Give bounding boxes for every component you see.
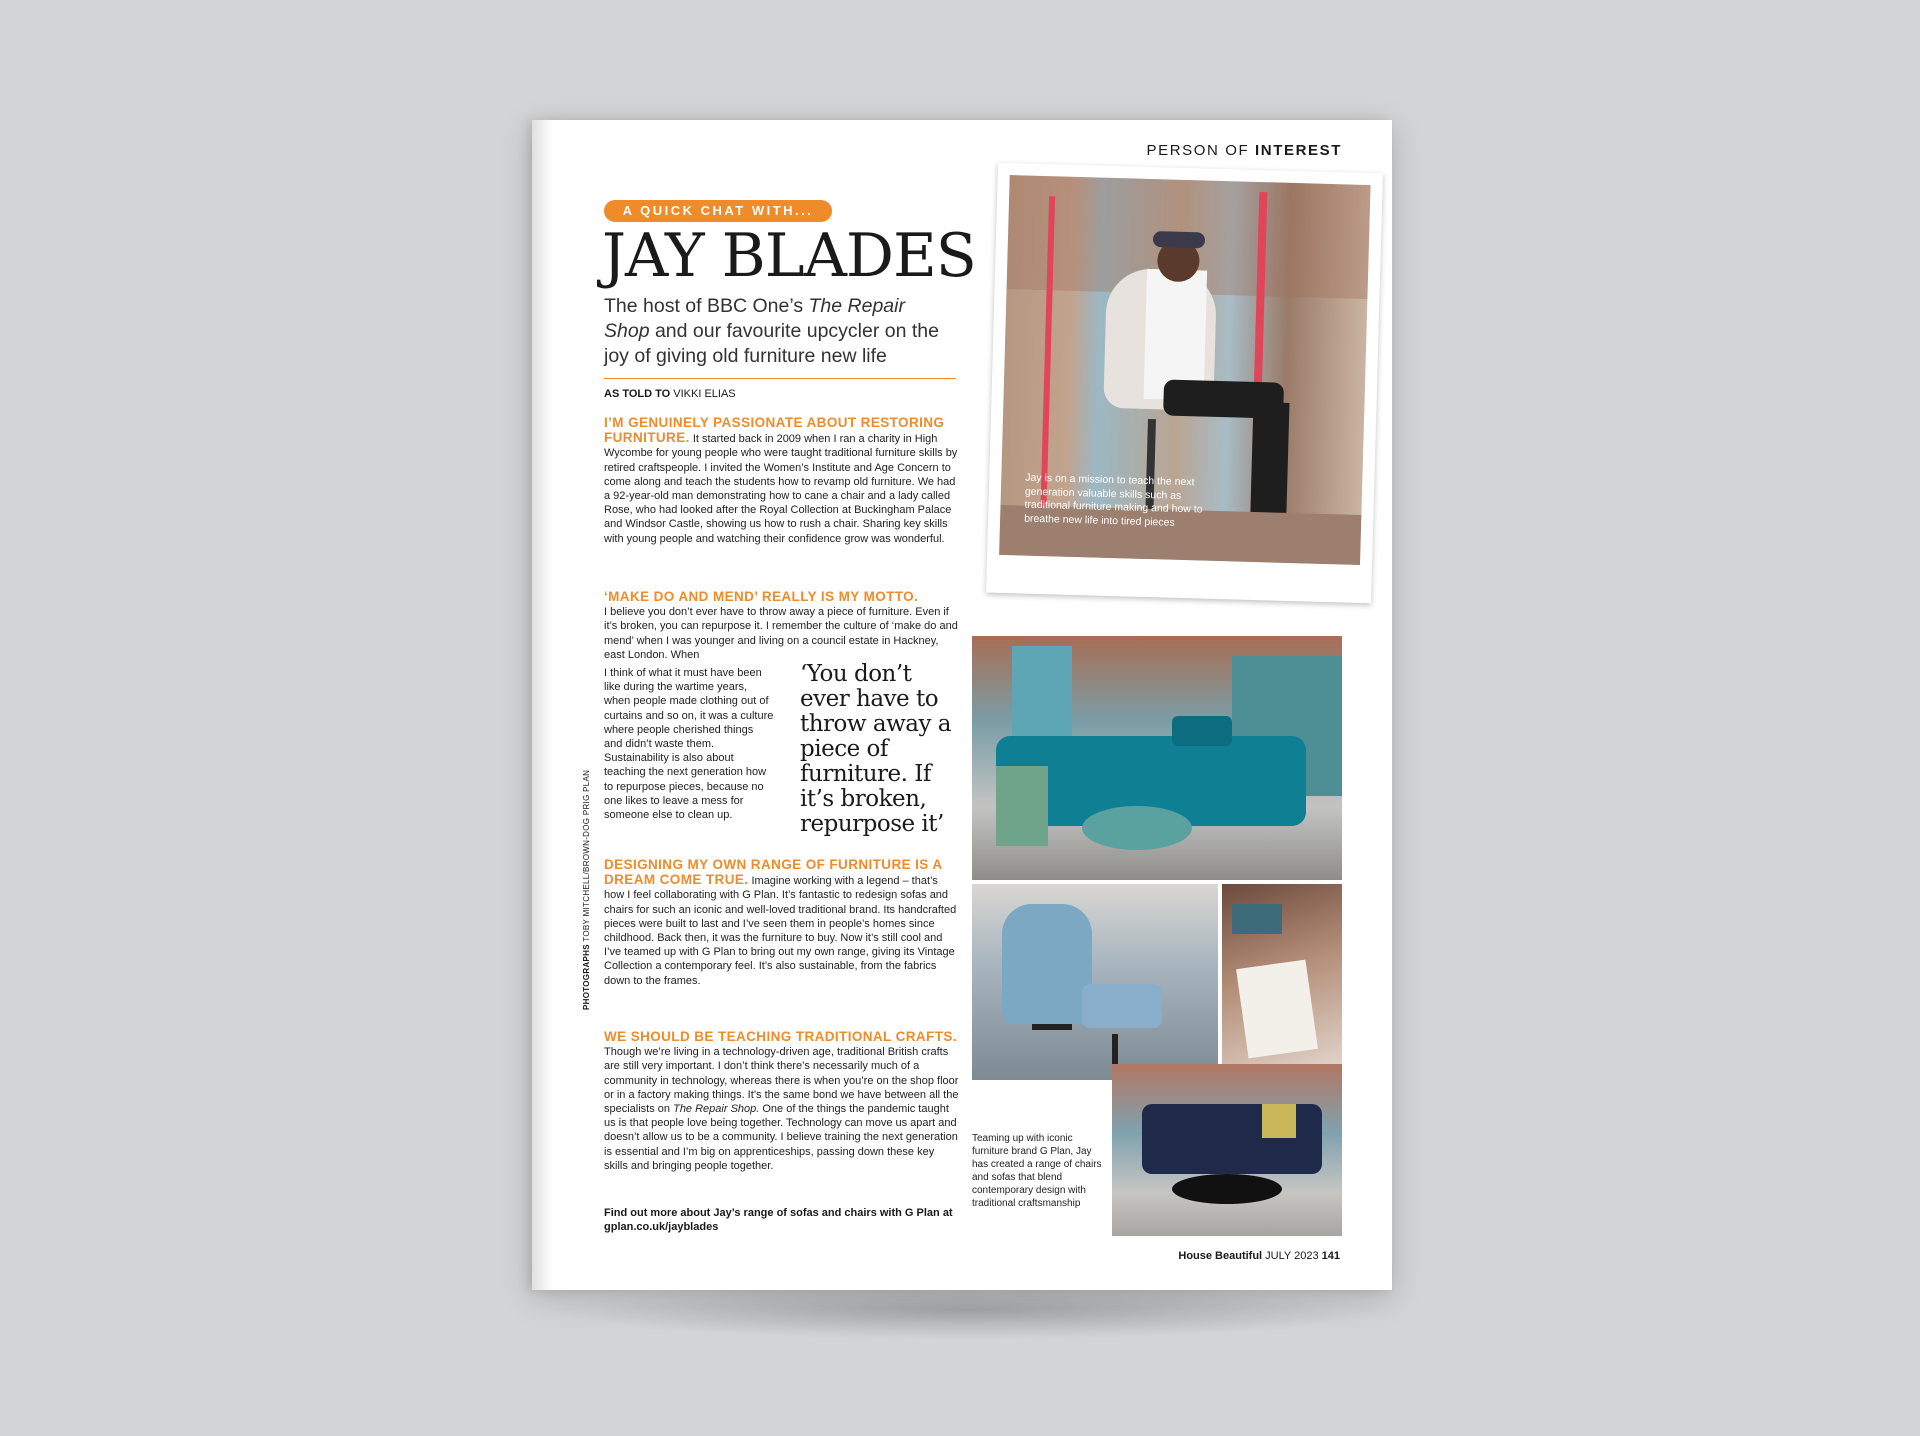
paragraph-motto-continued: I think of what it must have been like during the wartime years, when people made clothing out of curtains and so on, it was a culture where people cherished things and didn’t waste them. Sustainability is also about teaching the next generation how to repurpose pieces, because no one likes to leave a mess for someone else to clean up. bbox=[604, 667, 774, 822]
sofa-photo bbox=[972, 636, 1342, 880]
photo-credit: PHOTOGRAPHS TOBY MITCHELL/BROWN-DOG PRIG PLAN bbox=[582, 769, 591, 1010]
call-to-action: Find out more about Jay’s range of sofas and chairs with G Plan at gplan.co.uk/jayblades bbox=[604, 1207, 953, 1234]
standfirst: The host of BBC One’s The Repair Shop and our favourite upcycler on the joy of giving old furniture new life bbox=[604, 295, 939, 367]
section-heading: DESIGNING MY OWN RANGE OF FURNITURE IS A DREAM COME TRUE. bbox=[604, 857, 943, 888]
armchair-photo bbox=[972, 884, 1218, 1080]
magazine-page bbox=[532, 120, 1392, 1290]
divider-rule bbox=[604, 378, 956, 379]
section-heading: I’M GENUINELY PASSIONATE ABOUT RESTORING FURNITURE. bbox=[604, 415, 945, 446]
portrait-photo bbox=[999, 175, 1370, 565]
paragraph-crafts: WE SHOULD BE TEACHING TRADITIONAL CRAFTS. Though we’re living in a technology-driven age, traditional British crafts are still very important. I don’t think there’s necessarily much of a community in technology, whereas there is when you’re on the shop floor or in a factory making things. It’s the same bond we have between all the specialists on The Repair Shop. One of the things the pandemic taught us is that people love being together. Technology can move us apart and doesn’t allow us to be a community. I believe training the next generation is essential and I’m big on apprenticeships, passing down these key skills and bringing people together. bbox=[604, 1029, 959, 1172]
byline: AS TOLD TO VIKKI ELIAS bbox=[604, 388, 736, 400]
pull-quote: ‘You don’t ever have to throw away a piece of furniture. If it’s broken, repurpose it’ bbox=[800, 661, 952, 837]
paragraph-motto: ‘MAKE DO AND MEND’ REALLY IS MY MOTTO. I believe you don’t ever have to throw away a piece of furniture. Even if it’s broken, you can repurpose it. I remember the culture of ‘make do and mend’ when I was younger and living on a council estate in Hackney, east London. When bbox=[604, 589, 958, 661]
portrait-caption: Jay is on a mission to teach the next generation valuable skills such as traditional furniture making and how to breathe new life into tired pieces bbox=[1023, 471, 1203, 529]
portrait-photo-frame bbox=[986, 163, 1383, 604]
section-heading: ‘MAKE DO AND MEND’ REALLY IS MY MOTTO. bbox=[604, 589, 919, 604]
sketching-photo bbox=[1222, 884, 1342, 1080]
section-tag: PERSON OF INTEREST bbox=[1146, 142, 1342, 159]
paragraph-designing: DESIGNING MY OWN RANGE OF FURNITURE IS A DREAM COME TRUE. Imagine working with a legend – that’s how I feel collaborating with G Plan. It’s fantastic to redesign sofas and chairs for such an iconic and well-loved traditional brand. Its handcrafted pieces were built to last and I’ve seen them in people’s homes since childhood. Back then, it was the furniture to buy. Now it’s still cool and I’ve teamed up with G Plan to bring out my own range, giving its Vintage Collection a contemporary feel. It’s also sustainable, from the fabrics down to the frames. bbox=[604, 857, 957, 987]
headline: JAY BLADES bbox=[602, 221, 976, 291]
paragraph-restoring: I’M GENUINELY PASSIONATE ABOUT RESTORING FURNITURE. It started back in 2009 when I ran a charity in High Wycombe for young people who were taught traditional furniture skills by retired craftspeople. I invited the Women’s Institute and Age Concern to come along and teach the students how to revamp old furniture. We had a 92-year-old man demonstrating how to cane a chair and a lady called Rose, who had looked after the Royal Collection at Buckingham Palace and Windsor Castle, showing us how to rush a chair. Sharing key skills with young people and watching their confidence grow was wonderful. bbox=[604, 415, 958, 545]
section-heading: WE SHOULD BE TEACHING TRADITIONAL CRAFTS. bbox=[604, 1029, 957, 1044]
navy-sofa-photo bbox=[1112, 1064, 1342, 1236]
page-folio: House Beautiful JULY 2023 141 bbox=[1178, 1250, 1340, 1262]
kicker-label: A QUICK CHAT WITH... bbox=[604, 200, 832, 222]
range-caption: Teaming up with iconic furniture brand G Plan, Jay has created a range of chairs and sofas that blend contemporary design with traditional craftsmanship bbox=[972, 1133, 1102, 1209]
page-spine-shade bbox=[532, 120, 554, 1290]
